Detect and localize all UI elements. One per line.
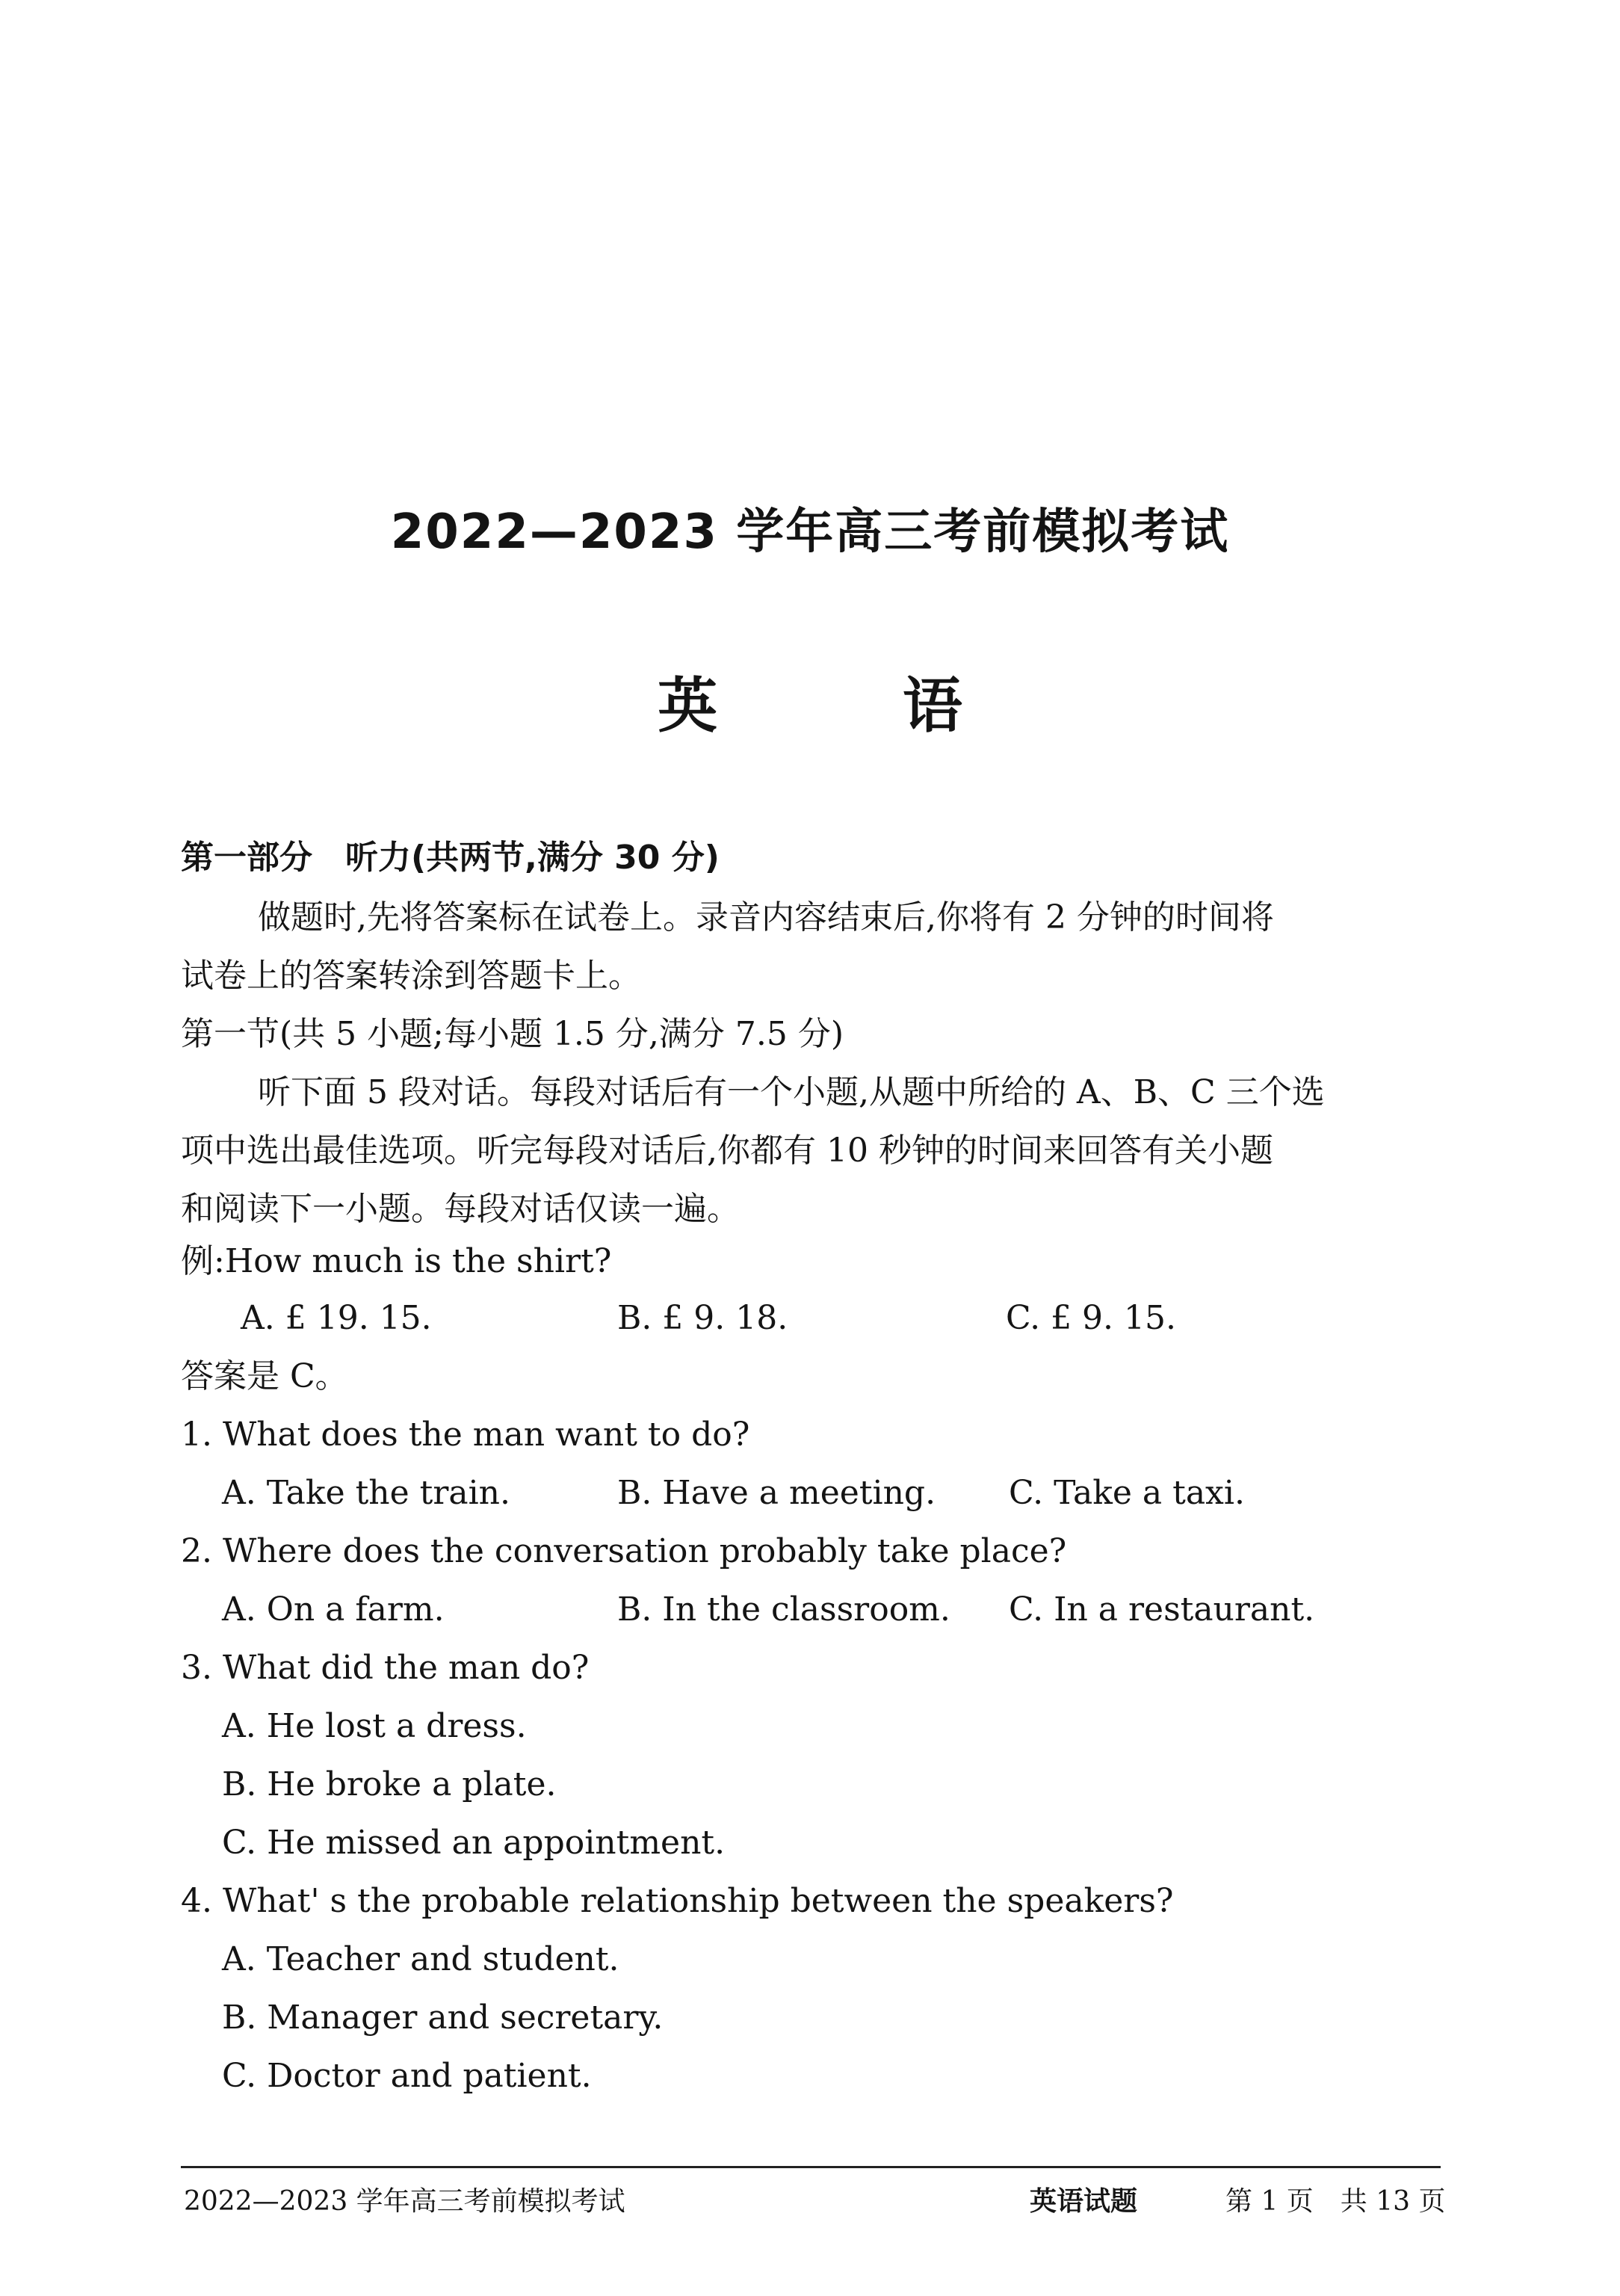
footer-subject: 英语试题 xyxy=(1030,2186,1138,2217)
section1-instr-line-2: 项中选出最佳选项。听完每段对话后,你都有 10 秒钟的时间来回答有关小题 xyxy=(181,1132,1273,1170)
question-3-option-c: C. He missed an appointment. xyxy=(222,1824,726,1862)
question-2-option-a: A. On a farm. xyxy=(222,1590,445,1629)
question-3-option-a: A. He lost a dress. xyxy=(222,1707,527,1745)
example-option-b: B. £ 9. 18. xyxy=(617,1299,788,1337)
question-4-option-a: A. Teacher and student. xyxy=(222,1940,619,1978)
part1-heading: 第一部分 听力(共两节,满分 30 分) xyxy=(181,839,720,877)
question-4-stem: 4. What' s the probable relationship between the speakers? xyxy=(181,1882,1174,1920)
question-2-option-c: C. In a restaurant. xyxy=(1009,1590,1315,1629)
section1-instr-line-3: 和阅读下一小题。每段对话仅读一遍。 xyxy=(181,1190,740,1228)
question-4-option-b: B. Manager and secretary. xyxy=(222,1999,664,2037)
subject-title: 英 语 xyxy=(658,671,1045,741)
question-2-option-b: B. In the classroom. xyxy=(617,1590,950,1629)
example-option-c: C. £ 9. 15. xyxy=(1006,1299,1176,1337)
question-1-option-a: A. Take the train. xyxy=(222,1474,510,1512)
section1-instr-line-1: 听下面 5 段对话。每段对话后有一个小题,从题中所给的 A、B、C 三个选 xyxy=(258,1073,1325,1111)
example-option-a: A. £ 19. 15. xyxy=(241,1299,432,1337)
footer-divider xyxy=(181,2166,1441,2168)
exam-title: 2022—2023 学年高三考前模拟考试 xyxy=(390,504,1230,560)
question-1-option-c: C. Take a taxi. xyxy=(1009,1474,1245,1512)
question-3-option-b: B. He broke a plate. xyxy=(222,1765,557,1803)
footer-page-info: 第 1 页 共 13 页 xyxy=(1225,2186,1446,2217)
footer-exam-name: 2022—2023 学年高三考前模拟考试 xyxy=(184,2186,625,2217)
instructions-line-2: 试卷上的答案转涂到答题卡上。 xyxy=(181,957,641,995)
question-1-option-b: B. Have a meeting. xyxy=(617,1474,936,1512)
question-1-stem: 1. What does the man want to do? xyxy=(181,1416,750,1454)
example-question: 例:How much is the shirt? xyxy=(181,1242,612,1280)
section1-heading: 第一节(共 5 小题;每小题 1.5 分,满分 7.5 分) xyxy=(181,1015,844,1053)
example-answer: 答案是 C。 xyxy=(181,1357,348,1395)
question-3-stem: 3. What did the man do? xyxy=(181,1649,590,1687)
question-4-option-c: C. Doctor and patient. xyxy=(222,2057,592,2095)
instructions-line-1: 做题时,先将答案标在试卷上。录音内容结束后,你将有 2 分钟的时间将 xyxy=(258,898,1274,936)
question-2-stem: 2. Where does the conversation probably take place? xyxy=(181,1532,1067,1570)
